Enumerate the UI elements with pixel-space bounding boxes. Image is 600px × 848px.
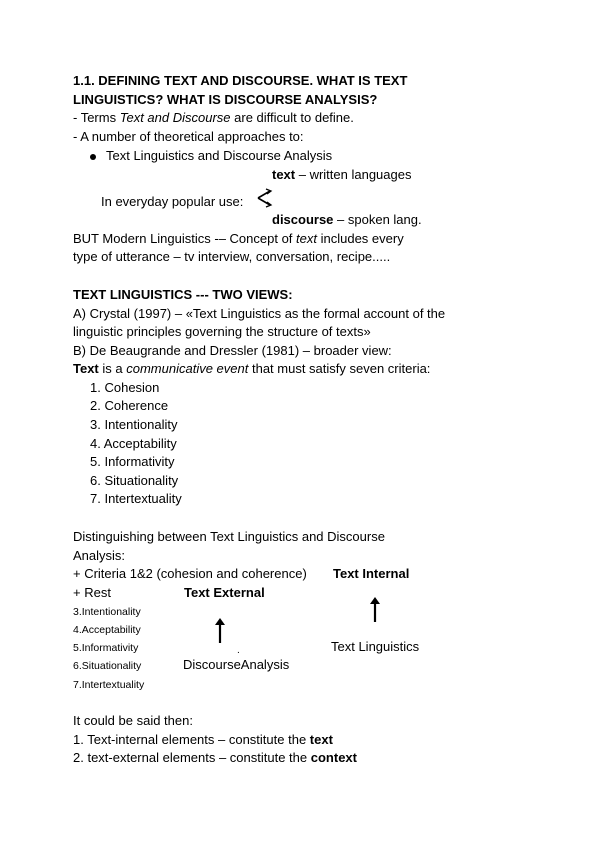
criteria-number: 4. bbox=[90, 436, 104, 451]
conclusion-2-pre: 2. text-external elements – constitute the bbox=[73, 750, 311, 765]
conclusion-item-1 bbox=[73, 732, 333, 748]
approaches-line: - A number of theoretical approaches to: bbox=[73, 129, 304, 144]
crystal-line-2: linguistic principles governing the structure of texts» bbox=[73, 324, 371, 339]
criteria-label: Intertextuality bbox=[104, 491, 182, 506]
but-italic: text bbox=[296, 231, 317, 246]
text-external-label: Text External bbox=[184, 585, 265, 600]
but-pre: BUT Modern Linguistics -– Concept of bbox=[73, 231, 297, 246]
distinguish-line-1: Distinguishing between Text Linguistics and Discourse bbox=[73, 529, 385, 544]
text-written-line bbox=[272, 167, 411, 183]
bullet-item bbox=[90, 148, 332, 164]
but-line-1 bbox=[73, 231, 404, 247]
criteria-number: 1. bbox=[90, 380, 105, 395]
criteria-number: 3. bbox=[90, 417, 105, 432]
small-criteria-item: 6.Situationality bbox=[73, 660, 142, 672]
heading-line-1: 1.1. DEFINING TEXT AND DISCOURSE. WHAT IS TEXT bbox=[73, 73, 408, 88]
criteria-number: 6. bbox=[90, 473, 105, 488]
but-post: includes every bbox=[317, 231, 404, 246]
criteria-label: Situationality bbox=[104, 473, 179, 488]
terms-line bbox=[73, 110, 354, 126]
criteria-item bbox=[90, 436, 177, 452]
criteria-item bbox=[90, 454, 175, 470]
distinguish-line-2: Analysis: bbox=[73, 548, 126, 563]
criteria-number: 5. bbox=[90, 454, 105, 469]
text-word: text bbox=[272, 167, 296, 182]
conclusion-2-bold: context bbox=[310, 750, 357, 765]
terms-post: are difficult to define. bbox=[230, 110, 354, 125]
up-arrow-icon bbox=[368, 595, 382, 625]
discourse-spoken-line bbox=[272, 212, 422, 228]
popular-use-label: In everyday popular use: bbox=[101, 194, 244, 209]
conclusion-1-pre: 1. Text-internal elements – constitute the bbox=[73, 732, 310, 747]
bullet-icon bbox=[90, 154, 96, 160]
small-criteria-item: 3.Intentionality bbox=[73, 606, 141, 618]
two-views-title: TEXT LINGUISTICS --- TWO VIEWS: bbox=[73, 287, 293, 302]
stray-dot: . bbox=[237, 645, 240, 656]
text-post: that must satisfy seven criteria: bbox=[248, 361, 431, 376]
text-definition-line bbox=[73, 361, 430, 377]
discourse-spoken-rest: – spoken lang. bbox=[333, 212, 422, 227]
text-bold: Text bbox=[73, 361, 99, 376]
conclusion-1-bold: text bbox=[309, 732, 333, 747]
terms-italic: Text and Discourse bbox=[119, 110, 231, 125]
criteria-label: Coherence bbox=[104, 398, 169, 413]
text-written-rest: – written languages bbox=[295, 167, 412, 182]
criteria-item bbox=[90, 398, 168, 414]
criteria-item bbox=[90, 473, 178, 489]
criteria-number: 7. bbox=[90, 491, 105, 506]
rest-line: + Rest bbox=[73, 585, 111, 600]
criteria-label: Intentionality bbox=[104, 417, 178, 432]
heading-line-2: LINGUISTICS? WHAT IS DISCOURSE ANALYSIS? bbox=[73, 92, 378, 107]
fork-arrow-icon bbox=[256, 188, 274, 208]
criteria-item bbox=[90, 380, 159, 396]
text-italic: communicative event bbox=[126, 361, 249, 376]
conclusion-intro: It could be said then: bbox=[73, 713, 193, 728]
criteria-label: Cohesion bbox=[104, 380, 160, 395]
discourse-analysis-label: DiscourseAnalysis bbox=[183, 657, 290, 672]
conclusion-item-2 bbox=[73, 750, 357, 766]
text-internal-label: Text Internal bbox=[333, 566, 410, 581]
criteria-12-line: + Criteria 1&2 (cohesion and coherence) bbox=[73, 566, 307, 581]
criteria-item bbox=[90, 491, 182, 507]
text-mid: is a bbox=[98, 361, 127, 376]
discourse-word: discourse bbox=[272, 212, 334, 227]
bullet-text: Text Linguistics and Discourse Analysis bbox=[106, 148, 333, 163]
but-line-2: type of utterance – tv interview, conversation, recipe..... bbox=[73, 249, 391, 264]
criteria-number: 2. bbox=[90, 398, 105, 413]
crystal-line-1: A) Crystal (1997) – «Text Linguistics as the formal account of the bbox=[73, 306, 446, 321]
small-criteria-item: 7.Intertextuality bbox=[73, 679, 145, 691]
terms-pre: - Terms bbox=[73, 110, 120, 125]
small-criteria-item: 4.Acceptability bbox=[73, 624, 141, 636]
criteria-label: Informativity bbox=[104, 454, 175, 469]
up-arrow-icon bbox=[213, 616, 227, 646]
criteria-item bbox=[90, 417, 177, 433]
beaugrande-line: B) De Beaugrande and Dressler (1981) – broader view: bbox=[73, 343, 392, 358]
small-criteria-item: 5.Informativity bbox=[73, 642, 139, 654]
text-linguistics-label: Text Linguistics bbox=[331, 639, 420, 654]
criteria-label: Acceptability bbox=[103, 436, 177, 451]
